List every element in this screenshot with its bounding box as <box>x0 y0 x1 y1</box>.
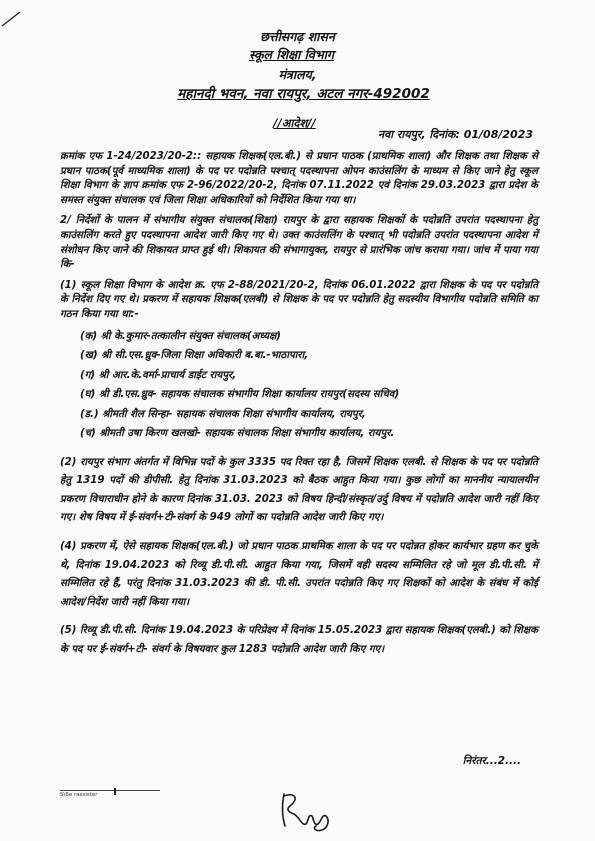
paragraph-5-text-a: (4) प्रकरण में, ऐसे सहायक शिक्षक(एल.बी.) जो प्रधान पाठक प्राथमिक शाला के पद पर पदोन्नत होकर कार्यभार ग्रहण कर चुके थे, दिनांक <box>60 540 538 571</box>
committee-member: (घ) श्री डी.एस.ध्रुव- सहायक संचालक संभागीय शिक्षा कार्यालय रायपुर(सदस्य सचिव) <box>80 389 400 401</box>
footer-tag: S\6e rassister <box>60 792 98 798</box>
office-address: महानदी भवन, नवा रायपुर, अटल नगर-492002 <box>177 86 430 102</box>
footer-mark <box>114 788 116 795</box>
paragraph-3: (1) स्कूल शिक्षा विभाग के आदेश क्र. एफ 2-88/2021/20-2, दिनांक 06.01.2022 द्वारा शिक्षक के पद पर पदोन्नति के निर्देश दिए गए थे। प्रकरण में सहायक शिक्षक(एलबी) से शिक्षक के पद पर पदोन्नति हेतु सदस्यीय विभागीय पदोन्नति समिति का गठन किया गया था:- <box>60 279 538 320</box>
order-heading: //आदेश// <box>273 116 316 130</box>
paragraph-5-text-b: को रिव्यू डी.पी.सी. आहुत किया गया, जिसमें वही सदस्य सम्मिलित रहे जो मूल डी.पी.सी. में सम्मिलित रहे हैं, परंतु दिनांक 31.03.2023 की डी. पी.सी. उपरांत पदोन्नति किए गए शिक्षकों को आदेश के संबंध में कोई आदेश/निर्देश जारी नहीं किया गया। <box>60 559 538 608</box>
committee-member: (ग) श्री आर.के.वर्मा-प्राचार्य डाईट रायपुर, <box>80 369 237 381</box>
handwritten-signature <box>276 790 336 834</box>
committee-member: (ड.) श्रीमती शैल सिन्हा- सहायक संचालक शिक्षा संभागीय कार्यालय, रायपुर, <box>80 408 366 420</box>
order-issue-date: 15.05.2023 <box>317 625 383 637</box>
order-reference: क्रमांक एफ 1-24/2023/20-2:: <box>60 151 202 162</box>
order-body <box>60 150 538 659</box>
committee-member: (क) श्री के.कुमार-तत्कालीन संयुक्त संचालक(अध्यक्ष) <box>80 330 281 342</box>
paragraph-1-text: सहायक शिक्षक(एल.बी.) से प्रधान पाठक (प्राथमिक शाला) और शिक्षक तथा शिक्षक से प्रधान पाठक(पूर्व माध्यमिक शाला) के पद पर पदोन्नति पश्चात् पदस्थापना ओपन काउंसलिंग के माध्यम से किए जाने हेतु स्कूल शिक्षा विभाग के ज्ञाप क्रमांक एफ 2-96/2022/20-2, दिनांक 07.11.2022 एवं दिनांक 29.03.2023 द्वारा प्रदेश के समस्त संयुक्त संचालक एवं जिला शिक्षा अधिकारियों को निर्देशित किया गया था। <box>60 151 538 206</box>
paragraph-6-text-a: (5) रिव्यू डी.पी.सी. दिनांक 19.04.2023 के परिप्रेक्ष्य में दिनांक <box>60 625 318 637</box>
place-date: नवा रायपुर, दिनांक: 01/08/2023 <box>378 128 533 141</box>
paragraph-4-text-a: (2) रायपुर संभाग अंतर्गत में विभिन्न पदों के कुल 3335 पद रिक्त रहा है, जिसमें शिक्षक एलबी. से शिक्षक के पद पर पदोन्नति हेतु 1319 पदों की डीपीसी. हेतु दिनांक <box>60 456 538 487</box>
committee-member: (ख) श्री सी.एस.ध्रुव-जिला शिक्षा अधिकारी ब.बा.-भाठापारा, <box>80 350 309 362</box>
paragraph-6-text-b: द्वारा सहायक शिक्षक(एलबी.) को शिक्षक के पद पर ई-संवर्ग+टी- संवर्ग के विषयवार कुल 1283 पदोन्नति आदेश जारी किए गए। <box>60 625 538 655</box>
corner-pen-mark <box>0 0 30 30</box>
paragraph-6 <box>60 622 538 659</box>
department-name: स्कूल शिक्षा विभाग <box>249 47 334 62</box>
paragraph-5 <box>60 538 538 612</box>
govt-name: छत्तीसगढ़ शासन <box>260 29 335 44</box>
paragraph-4 <box>60 454 538 528</box>
meeting-date: 31.03.2023 <box>223 475 288 487</box>
review-dpc-date: 19.04.2023 <box>104 559 170 571</box>
paragraph-1 <box>60 150 538 208</box>
footer-rule <box>60 790 160 791</box>
committee-member-list <box>80 327 538 444</box>
continuation-note: निरंतर...2.... <box>462 755 521 767</box>
committee-member: (च) श्रीमती उषा किरण खलखो- सहायक संचालक शिक्षा संभागीय कार्यालय, रायपुर. <box>80 428 395 440</box>
ministry-label: मंत्रालय, <box>278 67 317 82</box>
paragraph-2: 2/ निर्देशों के पालन में संभागीय संयुक्त संचालक(शिक्षा) रायपुर के द्वारा सहायक शिक्षकों के पदोन्नति उपरांत पदस्थापना हेतु काउंसलिंग करते हुए पदस्थापना आदेश जारी किए गए थे। उक्त काउंसलिंग के पश्चात् भी पदोन्नति उपरांत पदस्थापना आदेश में संशोधन किए जाने की शिकायत प्राप्त हुई थी। शिकायत की संभागायुक्त, रायपुर से प्रारंभिक जांच कराया गया। जांच में पाया गया कि- <box>60 215 538 271</box>
paragraph-4-text-b: को बैठक आहुत किया गया। कुछ लोगों का माननीय न्यायालयीन प्रकरण विचाराधीन होने के कारण दिनांक 31.03. 2023 को विषय हिन्दी/संस्कृत/उर्दु विषय में पदोन्नति आदेश जारी नहीं किए गए। शेष विषय में ई-संवर्ग+टी-संवर्ग के 949 लोगों का पदोन्नति आदेश जारी किए गए। <box>60 475 538 524</box>
